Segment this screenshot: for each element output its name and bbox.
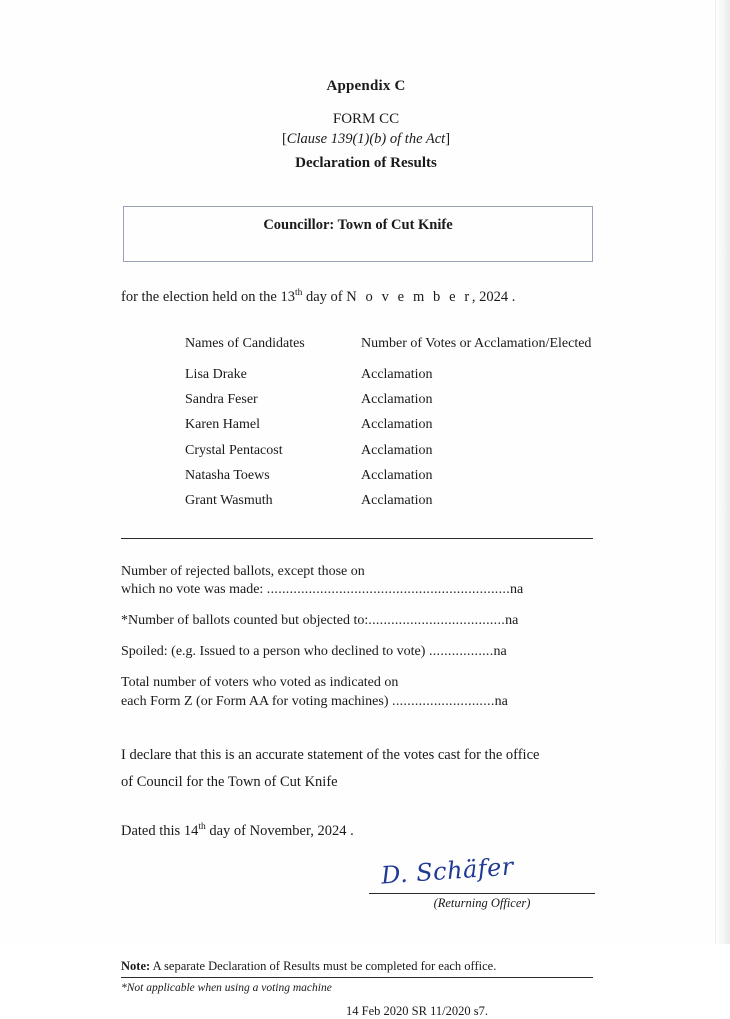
table-row: [185, 488, 615, 513]
table-row: [185, 362, 615, 387]
candidate-name: Karen Hamel: [185, 417, 261, 433]
tally-label-text: which no vote was made:: [121, 582, 267, 598]
election-line-suffix: , 2024 .: [471, 288, 516, 305]
tally-label-line2: [121, 581, 611, 600]
tally-label-text: each Form Z (or Form AA for voting machines): [121, 694, 393, 709]
clause-reference: [121, 131, 611, 148]
dot-leader: ...........................: [392, 694, 495, 709]
tally-label-text: *Number of ballots counted but objected to:: [121, 613, 369, 629]
candidate-result: Acclamation: [361, 467, 433, 483]
dot-leader: .................: [428, 644, 494, 660]
tally-rejected-ballots: [121, 563, 611, 601]
section-divider: [121, 538, 593, 539]
footer-note-text: A separate Declaration of Results must be completed for each office.: [150, 959, 497, 974]
declaration-heading: Declaration of Results: [295, 155, 437, 171]
table-row: [185, 413, 615, 438]
tally-objected-ballots: [121, 612, 611, 631]
dated-prefix: Dated this 14: [121, 822, 199, 839]
tally-label-line2: [121, 693, 611, 712]
scan-edge-artifact: [715, 0, 730, 944]
table-row: [185, 388, 615, 413]
declaration-statement: [121, 742, 611, 796]
signature-area: [369, 852, 595, 913]
candidate-result: Acclamation: [361, 417, 433, 433]
table-header-row: [185, 332, 615, 363]
tally-label-line1: [121, 643, 611, 662]
office-title: Councillor: Town of Cut Knife: [263, 217, 453, 233]
election-line-middle: day of: [302, 288, 347, 305]
column-header-names: Names of Candidates: [185, 336, 305, 352]
election-month: N o v e m b e r: [346, 288, 472, 305]
signature-line: [369, 893, 595, 894]
election-line-prefix: for the election held on the 13: [121, 288, 295, 305]
tally-total-voters: [121, 674, 611, 712]
dot-leader: ................................................................: [266, 582, 510, 598]
signature-handwriting: D. Schäfer: [380, 852, 515, 890]
footer-note-label: Note:: [121, 959, 151, 974]
document-footer: [121, 959, 593, 1019]
election-line-ordinal: th: [294, 288, 303, 298]
candidate-name: Sandra Feser: [185, 392, 258, 408]
candidate-result: Acclamation: [361, 442, 433, 458]
tally-value: na: [510, 582, 524, 598]
document-content: [121, 78, 611, 1019]
dated-ordinal: th: [198, 821, 206, 832]
clause-text: Clause 139(1)(b) of the Act: [286, 131, 446, 147]
candidate-result: Acclamation: [361, 367, 433, 383]
dated-line: [121, 822, 611, 840]
candidate-result: Acclamation: [361, 492, 433, 508]
tally-value: na: [493, 644, 507, 660]
dated-suffix: day of November, 2024 .: [205, 822, 354, 839]
candidate-name: Crystal Pentacost: [185, 442, 283, 458]
footer-asterisk-note: *Not applicable when using a voting machine: [121, 982, 332, 995]
candidate-name: Natasha Toews: [185, 467, 270, 483]
footer-divider: [121, 977, 593, 978]
declaration-line-2: of Council for the Town of Cut Knife: [121, 773, 338, 790]
tally-label-text: Spoiled: (e.g. Issued to a person who declined to vote): [121, 644, 429, 660]
column-header-votes: Number of Votes or Acclamation/Elected: [361, 336, 592, 352]
tally-value: na: [494, 694, 508, 709]
election-date-line: [121, 288, 611, 306]
candidate-name: Lisa Drake: [185, 367, 247, 383]
tally-label-line1: Number of rejected ballots, except those on: [121, 563, 365, 579]
tally-label-line1: [121, 612, 611, 631]
table-row: [185, 463, 615, 488]
tally-value: na: [505, 613, 519, 629]
dot-leader: ....................................: [368, 613, 506, 629]
office-box: [123, 206, 593, 262]
candidates-table: [185, 332, 615, 514]
page-title: Appendix C: [326, 78, 406, 94]
form-number: FORM CC: [332, 111, 400, 127]
tally-spoiled-ballots: [121, 643, 611, 662]
footer-note: [121, 959, 593, 977]
signature-caption: (Returning Officer): [433, 896, 531, 911]
clause-open-bracket: [: [281, 131, 287, 147]
table-row: [185, 438, 615, 463]
candidate-result: Acclamation: [361, 392, 433, 408]
tally-label-line1: Total number of voters who voted as indicated on: [121, 675, 399, 691]
ballot-tallies: [121, 563, 611, 712]
footer-citation: 14 Feb 2020 SR 11/2020 s7.: [346, 1004, 488, 1019]
declaration-line-1: I declare that this is an accurate statement of the votes cast for the office: [121, 746, 540, 763]
clause-close-bracket: ]: [445, 131, 451, 147]
candidate-name: Grant Wasmuth: [185, 492, 273, 508]
